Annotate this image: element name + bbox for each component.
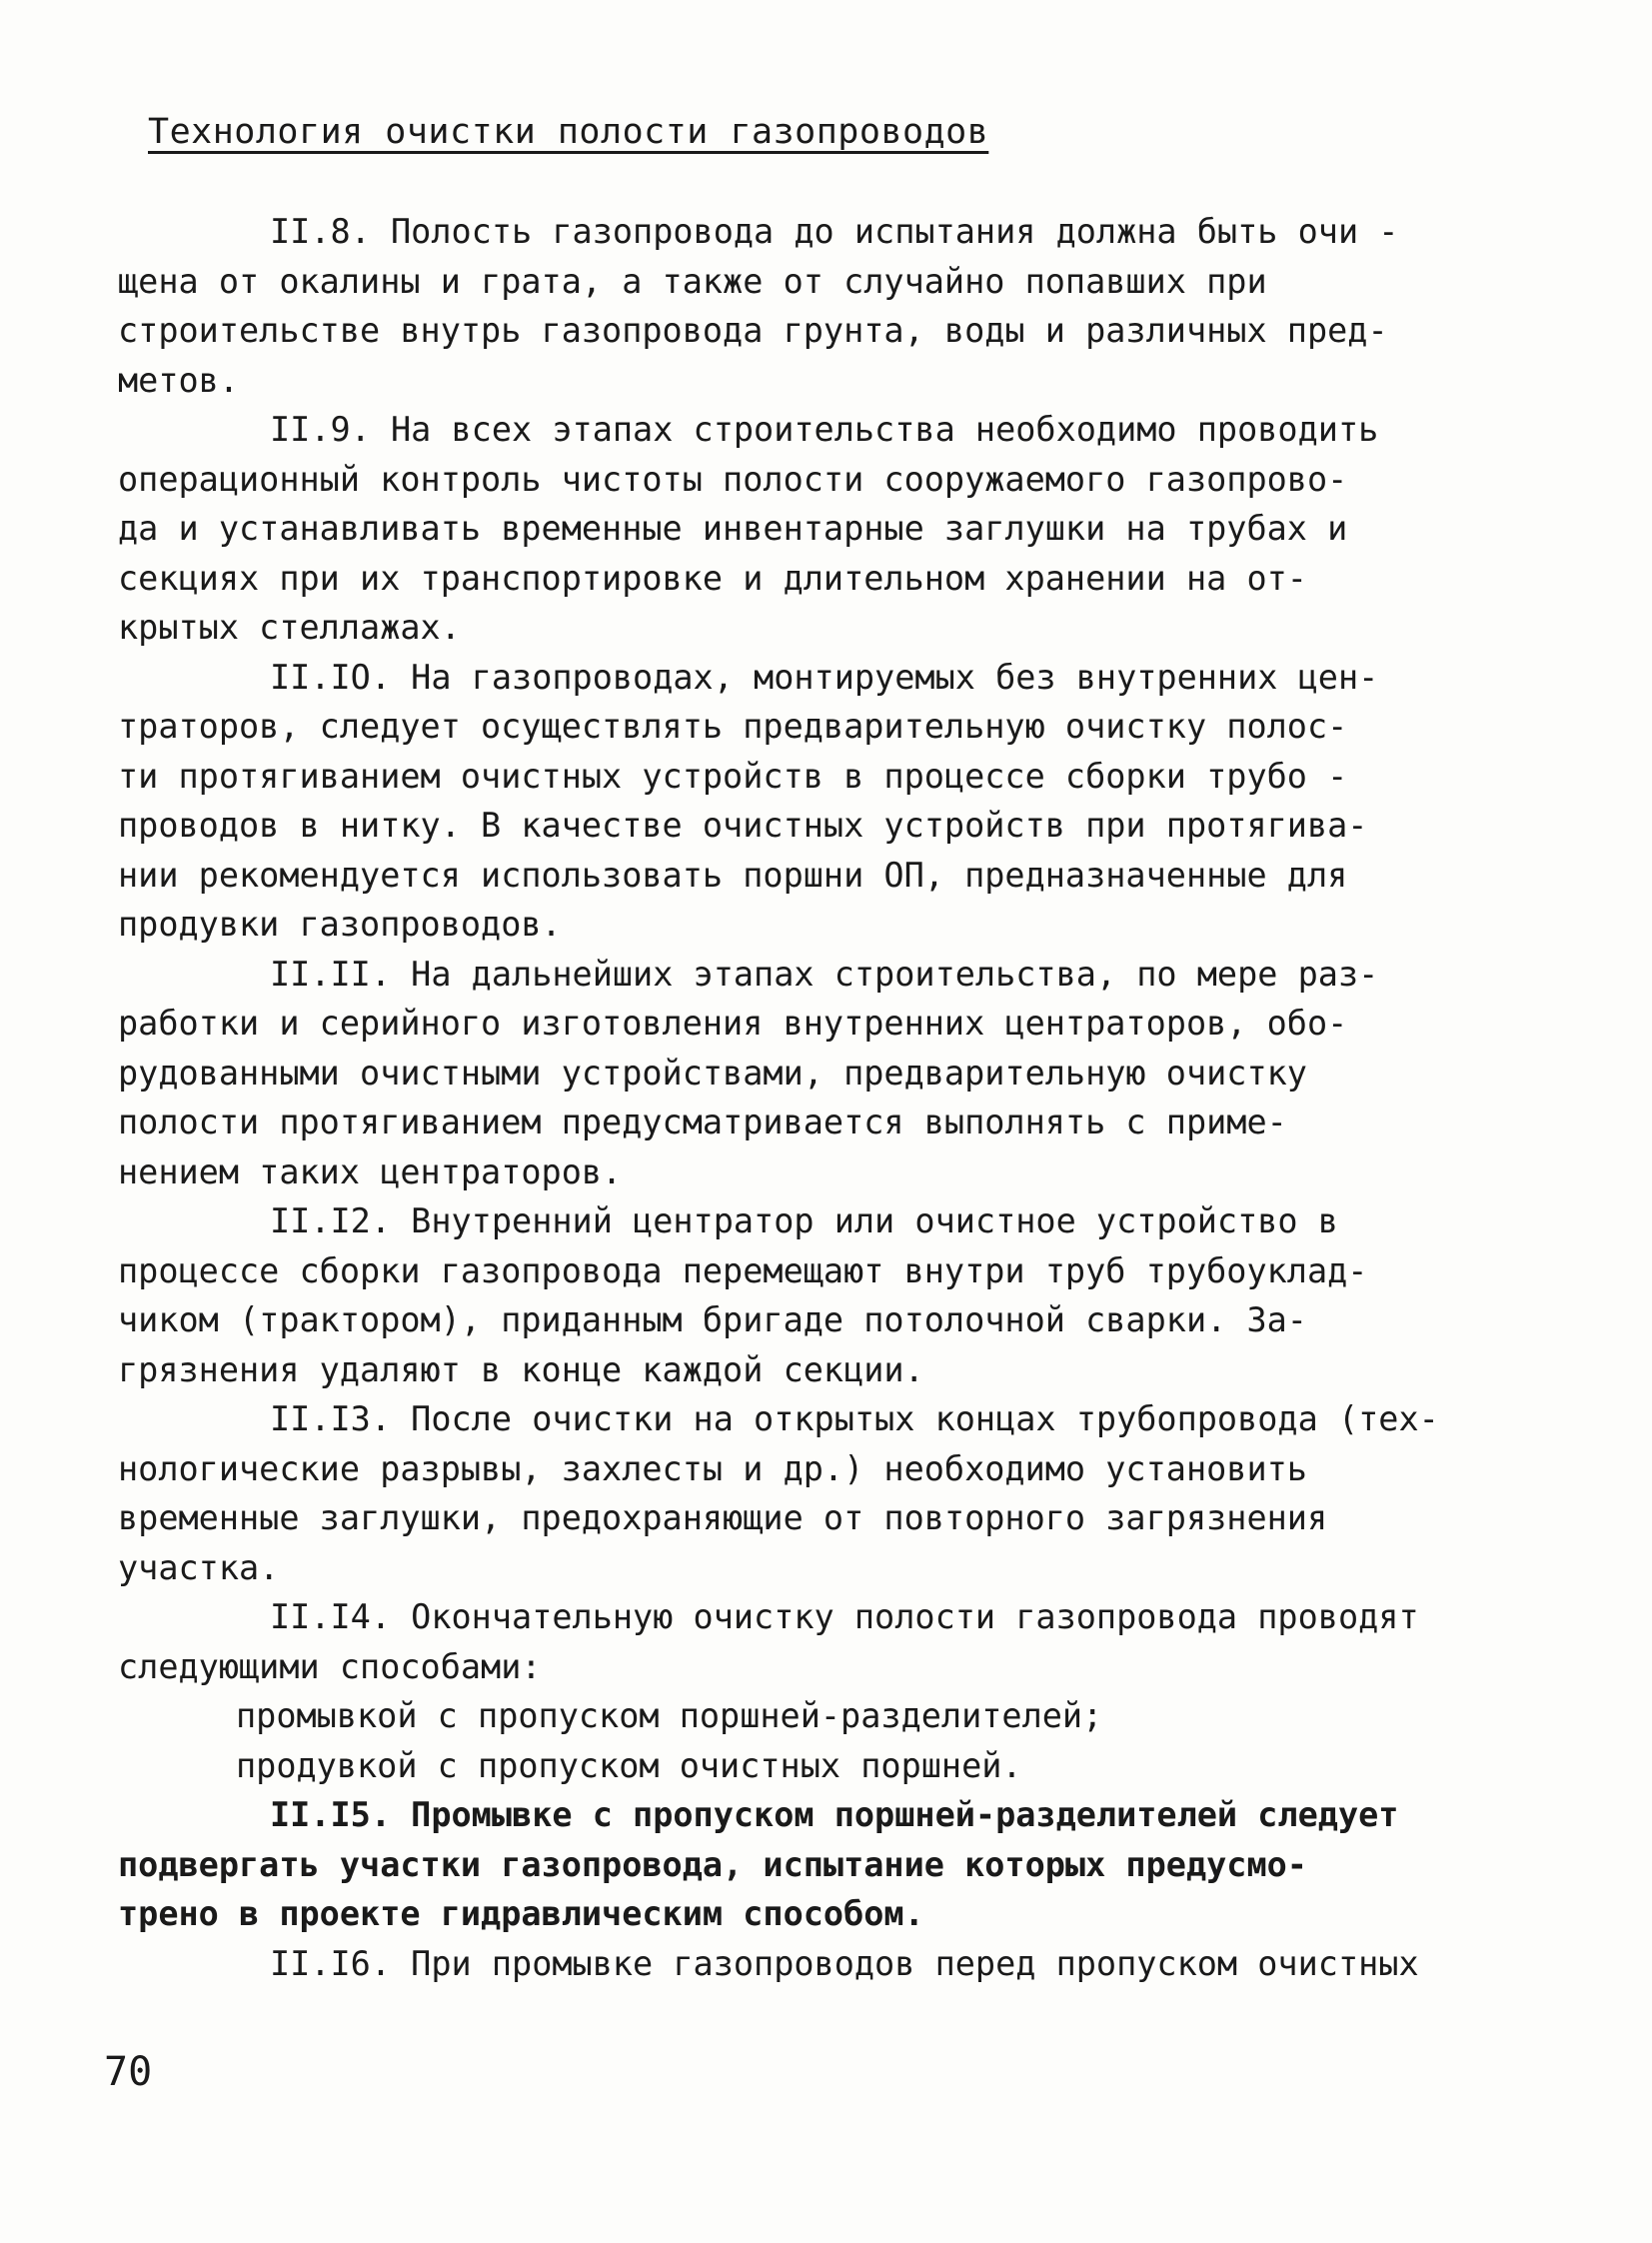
paragraph-line-bold: подвергать участки газопровода, испытание которых предусмо-	[118, 1844, 1307, 1884]
paragraph-line: II.I6. При промывке газопроводов перед пропуском очистных	[270, 1943, 1419, 1983]
paragraph-line: II.I4. Окончательную очистку полости газопровода проводят	[270, 1597, 1419, 1636]
paragraph-line: процессе сборки газопровода перемещают внутри труб трубоуклад-	[118, 1250, 1368, 1290]
list-item: промывкой с пропуском поршней-разделителей;	[236, 1696, 1103, 1735]
page-title: Технология очистки полости газопроводов	[148, 112, 989, 152]
paragraph-line: II.I2. Внутренний центратор или очистное устройство в	[270, 1201, 1338, 1240]
paragraph-line: да и устанавливать временные инвентарные заглушки на трубах и	[118, 509, 1348, 548]
paragraph-line: крытых стеллажах.	[118, 608, 461, 647]
paragraph-line: II.9. На всех этапах строительства необходимо проводить	[270, 410, 1379, 449]
paragraph-line: следующими способами:	[118, 1646, 542, 1686]
paragraph-line: II.II. На дальнейших этапах строительства, по мере раз-	[270, 954, 1379, 994]
paragraph-line: II.IO. На газопроводах, монтируемых без внутренних цен-	[270, 657, 1379, 697]
paragraph-line: II.8. Полость газопровода до испытания должна быть очи -	[270, 212, 1399, 251]
paragraph-line: метов.	[118, 360, 240, 400]
list-item: продувкой с пропуском очистных поршней.	[236, 1745, 1022, 1785]
document-body	[118, 207, 1517, 1988]
paragraph-line: нением таких центраторов.	[118, 1151, 623, 1191]
paragraph-line: продувки газопроводов.	[118, 905, 562, 944]
paragraph-line: щена от окалины и грата, а также от случайно попавших при	[118, 261, 1267, 301]
paragraph-line-bold: трено в проекте гидравлическим способом.	[118, 1894, 924, 1933]
paragraph-line: строительстве внутрь газопровода грунта, воды и различных пред-	[118, 311, 1388, 350]
paragraph-line: работки и серийного изготовления внутренних центраторов, обо-	[118, 1004, 1348, 1043]
paragraph-line: участка.	[118, 1547, 280, 1587]
paragraph-line: II.I3. После очистки на открытых концах трубопровода (тех-	[270, 1399, 1439, 1438]
paragraph-line: секциях при их транспортировке и длительном хранении на от-	[118, 558, 1307, 598]
paragraph-line: ти протягиванием очистных устройств в процессе сборки трубо -	[118, 756, 1348, 796]
paragraph-line: проводов в нитку. В качестве очистных устройств при протягива-	[118, 806, 1368, 845]
paragraph-line: временные заглушки, предохраняющие от повторного загрязнения	[118, 1498, 1328, 1537]
paragraph-line: грязнения удаляют в конце каждой секции.	[118, 1349, 924, 1389]
page-number: 70	[104, 2049, 153, 2095]
paragraph-line: траторов, следует осуществлять предварительную очистку полос-	[118, 707, 1348, 746]
paragraph-line: чиком (трактором), приданным бригаде потолочной сварки. За-	[118, 1300, 1307, 1339]
paragraph-line: полости протягиванием предусматривается выполнять с приме-	[118, 1103, 1287, 1141]
paragraph-line: рудованными очистными устройствами, предварительную очистку	[118, 1053, 1307, 1093]
paragraph-line-bold: II.I5. Промывке с пропуском поршней-разделителей следует	[270, 1795, 1399, 1834]
paragraph-line: нии рекомендуется использовать поршни ОП, предназначенные для	[118, 855, 1348, 895]
paragraph-line: нологические разрывы, захлесты и др.) необходимо установить	[118, 1448, 1307, 1488]
paragraph-line: операционный контроль чистоты полости сооружаемого газопрово-	[118, 459, 1348, 499]
